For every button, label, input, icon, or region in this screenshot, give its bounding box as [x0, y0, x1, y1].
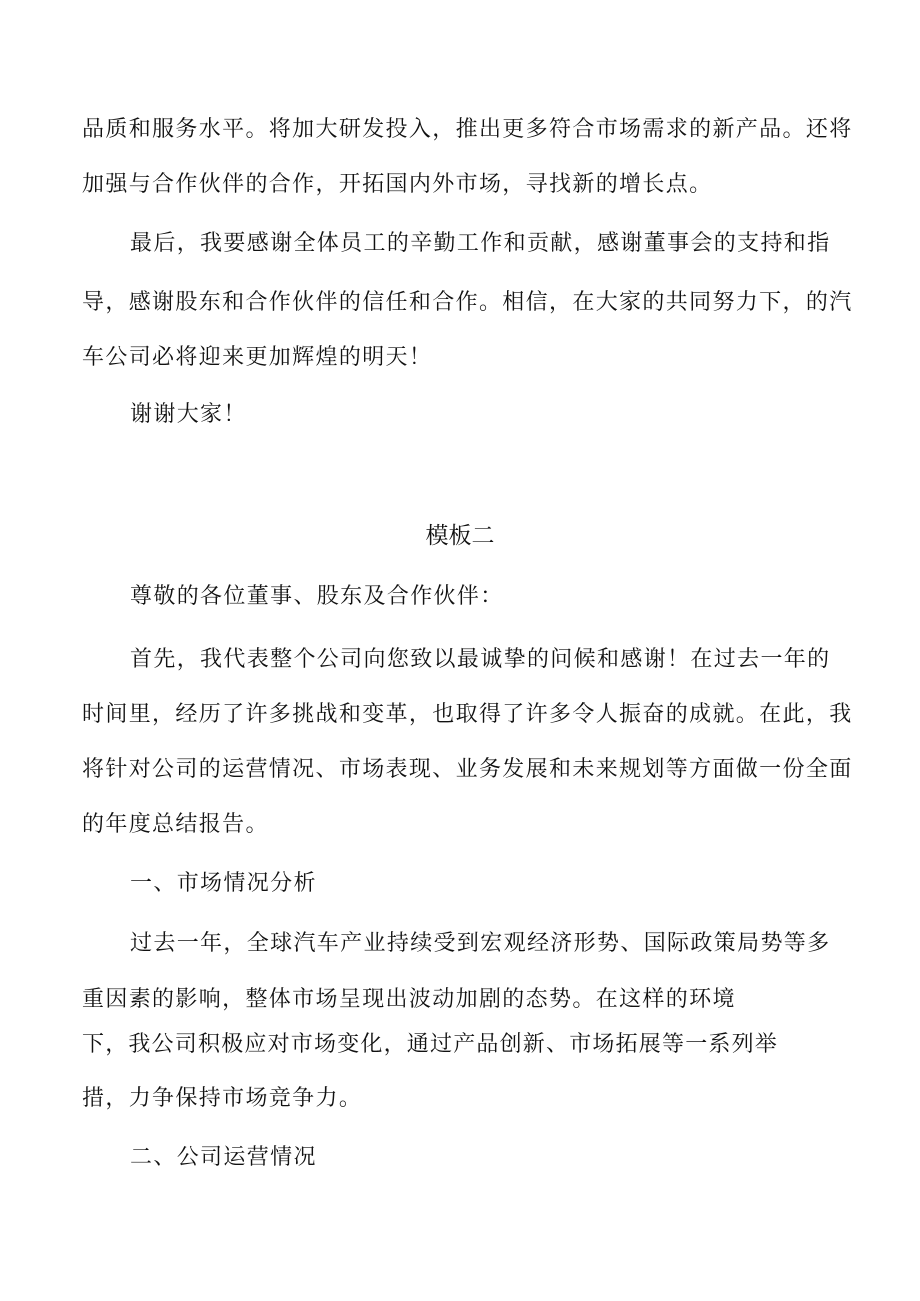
paragraph-line: 的年度总结报告。	[82, 812, 269, 837]
paragraph-line: 谢谢大家！	[130, 402, 247, 427]
paragraph-line: 导，感谢股东和合作伙伴的信任和合作。相信，在大家的共同努力下，的汽	[82, 290, 853, 315]
paragraph-line: 措，力争保持市场竞争力。	[82, 1086, 363, 1111]
subsection-heading: 一、市场情况分析	[130, 871, 317, 896]
salutation-line: 尊敬的各位董事、股东及合作伙伴：	[130, 584, 504, 609]
section-heading: 模板二	[425, 523, 495, 549]
paragraph-line: 过去一年，全球汽车产业持续受到宏观经济形势、国际政策局势等多	[130, 931, 831, 956]
subsection-heading: 二、公司运营情况	[130, 1145, 317, 1170]
paragraph-line: 车公司必将迎来更加辉煌的明天！	[82, 345, 433, 370]
paragraph-line: 首先，我代表整个公司向您致以最诚挚的问候和感谢！在过去一年的	[130, 647, 831, 672]
paragraph-line: 下，我公司积极应对市场变化，通过产品创新、市场拓展等一系列举	[82, 1032, 779, 1057]
paragraph-line: 加强与合作伙伴的合作，开拓国内外市场，寻找新的增长点。	[82, 172, 713, 197]
paragraph-line: 品质和服务水平。将加大研发投入，推出更多符合市场需求的新产品。还将	[82, 117, 853, 142]
paragraph-line: 最后，我要感谢全体员工的辛勤工作和贡献，感谢董事会的支持和指	[130, 231, 831, 256]
paragraph-line: 将针对公司的运营情况、市场表现、业务发展和未来规划等方面做一份全面	[82, 757, 853, 782]
paragraph-line: 时间里，经历了许多挑战和变革，也取得了许多令人振奋的成就。在此，我	[82, 702, 853, 727]
paragraph-line: 重因素的影响，整体市场呈现出波动加剧的态势。在这样的环境	[82, 987, 736, 1012]
